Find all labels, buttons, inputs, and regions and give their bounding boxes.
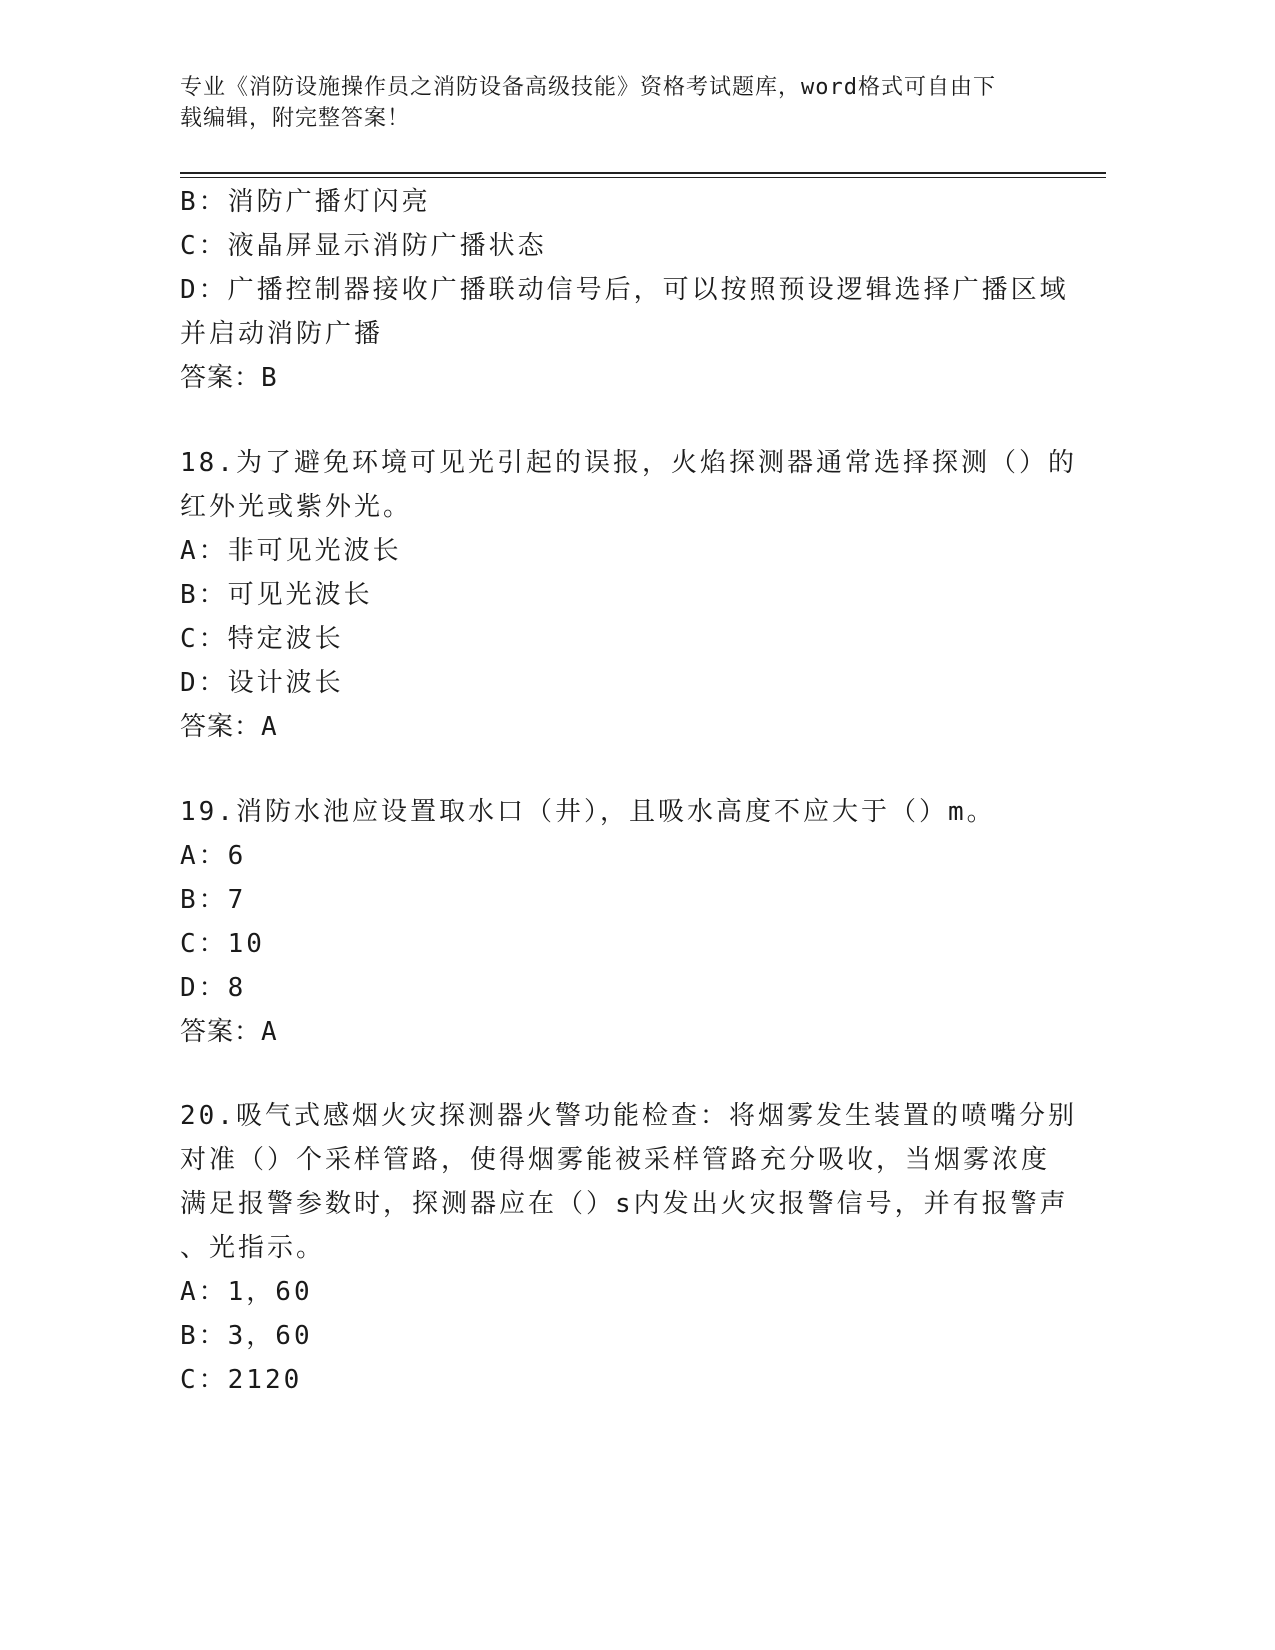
question-stem: 19.消防水池应设置取水口（井），且吸水高度不应大于（）m。 <box>180 797 996 827</box>
option-b: B：3，60 <box>180 1321 313 1351</box>
answer: 答案：A <box>180 1017 278 1047</box>
option-c: C：2120 <box>180 1365 303 1395</box>
prev-question-block <box>180 180 1069 400</box>
option-a: A：1，60 <box>180 1277 313 1307</box>
option-b: B：消防广播灯闪亮 <box>180 187 431 217</box>
question-20 <box>180 1094 1077 1402</box>
option-d: D：广播控制器接收广播联动信号后，可以按照预设逻辑选择广播区域 <box>180 275 1069 305</box>
option-c: C：特定波长 <box>180 624 344 654</box>
option-d: D：8 <box>180 973 247 1003</box>
option-a: A：6 <box>180 841 247 871</box>
question-stem: 、光指示。 <box>180 1233 326 1263</box>
header-line: 载编辑，附完整答案！ <box>180 106 411 131</box>
option-c: C：10 <box>180 929 265 959</box>
option-d-continued: 并启动消防广播 <box>180 319 384 349</box>
question-stem: 18.为了避免环境可见光引起的误报，火焰探测器通常选择探测（）的 <box>180 448 1077 478</box>
answer: 答案：B <box>180 363 278 393</box>
option-a: A：非可见光波长 <box>180 536 402 566</box>
answer: 答案：A <box>180 712 278 742</box>
header-divider <box>180 172 1106 174</box>
question-stem: 20.吸气式感烟火灾探测器火警功能检查：将烟雾发生装置的喷嘴分别 <box>180 1101 1077 1131</box>
document-header <box>180 72 1060 134</box>
header-line: 专业《消防设施操作员之消防设备高级技能》资格考试题库，word格式可自由下 <box>180 75 996 100</box>
option-b: B：7 <box>180 885 247 915</box>
question-18 <box>180 441 1077 749</box>
question-19 <box>180 790 1050 1054</box>
header-divider <box>180 177 1106 178</box>
question-stem: 满足报警参数时，探测器应在（）s内发出火灾报警信号，并有报警声 <box>180 1189 1069 1219</box>
question-stem: 红外光或紫外光。 <box>180 492 413 522</box>
option-c: C：液晶屏显示消防广播状态 <box>180 231 547 261</box>
option-d: D：设计波长 <box>180 668 344 698</box>
option-b: B：可见光波长 <box>180 580 373 610</box>
question-stem: 对准（）个采样管路，使得烟雾能被采样管路充分吸收，当烟雾浓度 <box>180 1145 1051 1175</box>
